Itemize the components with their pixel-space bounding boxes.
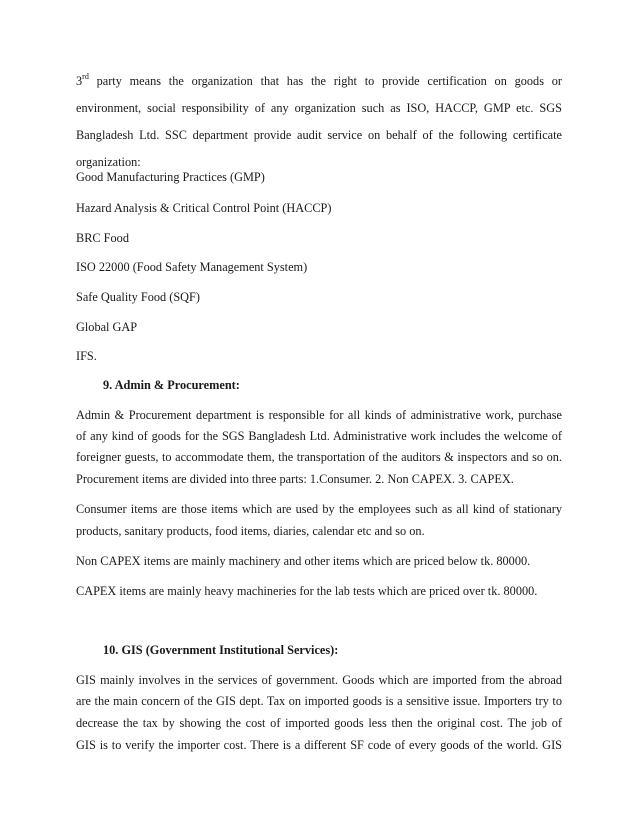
section-10-para1-line: decrease the tax by showing the cost of imported goods less then the original cost. The job of (76, 716, 562, 730)
section-9-para4: CAPEX items are mainly heavy machineries for the lab tests which are priced over tk. 80000. (76, 584, 538, 598)
cert-item-iso22000: ISO 22000 (Food Safety Management System) (76, 260, 308, 274)
section-9-para1-line: foreigner guests, to accommodate them, the transportation of the auditors & inspectors and so on. (76, 450, 562, 464)
cert-item-gmp: Good Manufacturing Practices (GMP) (76, 170, 265, 184)
section-9-para1-line: of any kind of goods for the SGS Bangladesh Ltd. Administrative work includes the welcome of (76, 429, 562, 443)
cert-item-globalgap: Global GAP (76, 320, 138, 334)
intro-line-1-text: party means the organization that has the right to provide certification on goods or (88, 74, 562, 88)
section-9-heading: 9. Admin & Procurement: (103, 378, 240, 392)
section-9-para1-line: Procurement items are divided into three parts: 1.Consumer. 2. Non CAPEX. 3. CAPEX. (76, 472, 514, 486)
section-10-para1-line: GIS is to verify the importer cost. There is a different SF code of every goods of the world. GIS (76, 738, 562, 752)
intro-line-2: environment, social responsibility of any organization such as ISO, HACCP, GMP etc. SGS (76, 101, 562, 115)
section-10-para1-line: are the main concern of the GIS dept. Tax on imported goods is a sensitive issue. Importers try to (76, 694, 562, 708)
intro-line-3: Bangladesh Ltd. SSC department provide audit service on behalf of the following certificate (76, 128, 562, 142)
section-9-para3: Non CAPEX items are mainly machinery and other items which are priced below tk. 80000. (76, 554, 531, 568)
intro-line-4: organization: (76, 155, 141, 169)
cert-item-haccp: Hazard Analysis & Critical Control Point (HACCP) (76, 201, 332, 215)
section-10-para1-line: GIS mainly involves in the services of government. Goods which are imported from the abroad (76, 673, 562, 687)
cert-item-ifs: IFS. (76, 349, 97, 363)
section-9-para2-line: products, sanitary products, food items, diaries, calendar etc and so on. (76, 524, 425, 538)
ordinal-suffix: rd (82, 71, 89, 81)
cert-item-brc: BRC Food (76, 231, 129, 245)
cert-item-sqf: Safe Quality Food (SQF) (76, 290, 200, 304)
section-9-para1-line: Admin & Procurement department is responsible for all kinds of administrative work, purchase (76, 408, 562, 422)
section-10-heading: 10. GIS (Government Institutional Services): (103, 643, 339, 657)
intro-line-1 (76, 71, 562, 88)
ordinal-number: 3 (76, 74, 83, 88)
section-9-para2-line: Consumer items are those items which are used by the employees such as all kind of stationary (76, 502, 562, 516)
